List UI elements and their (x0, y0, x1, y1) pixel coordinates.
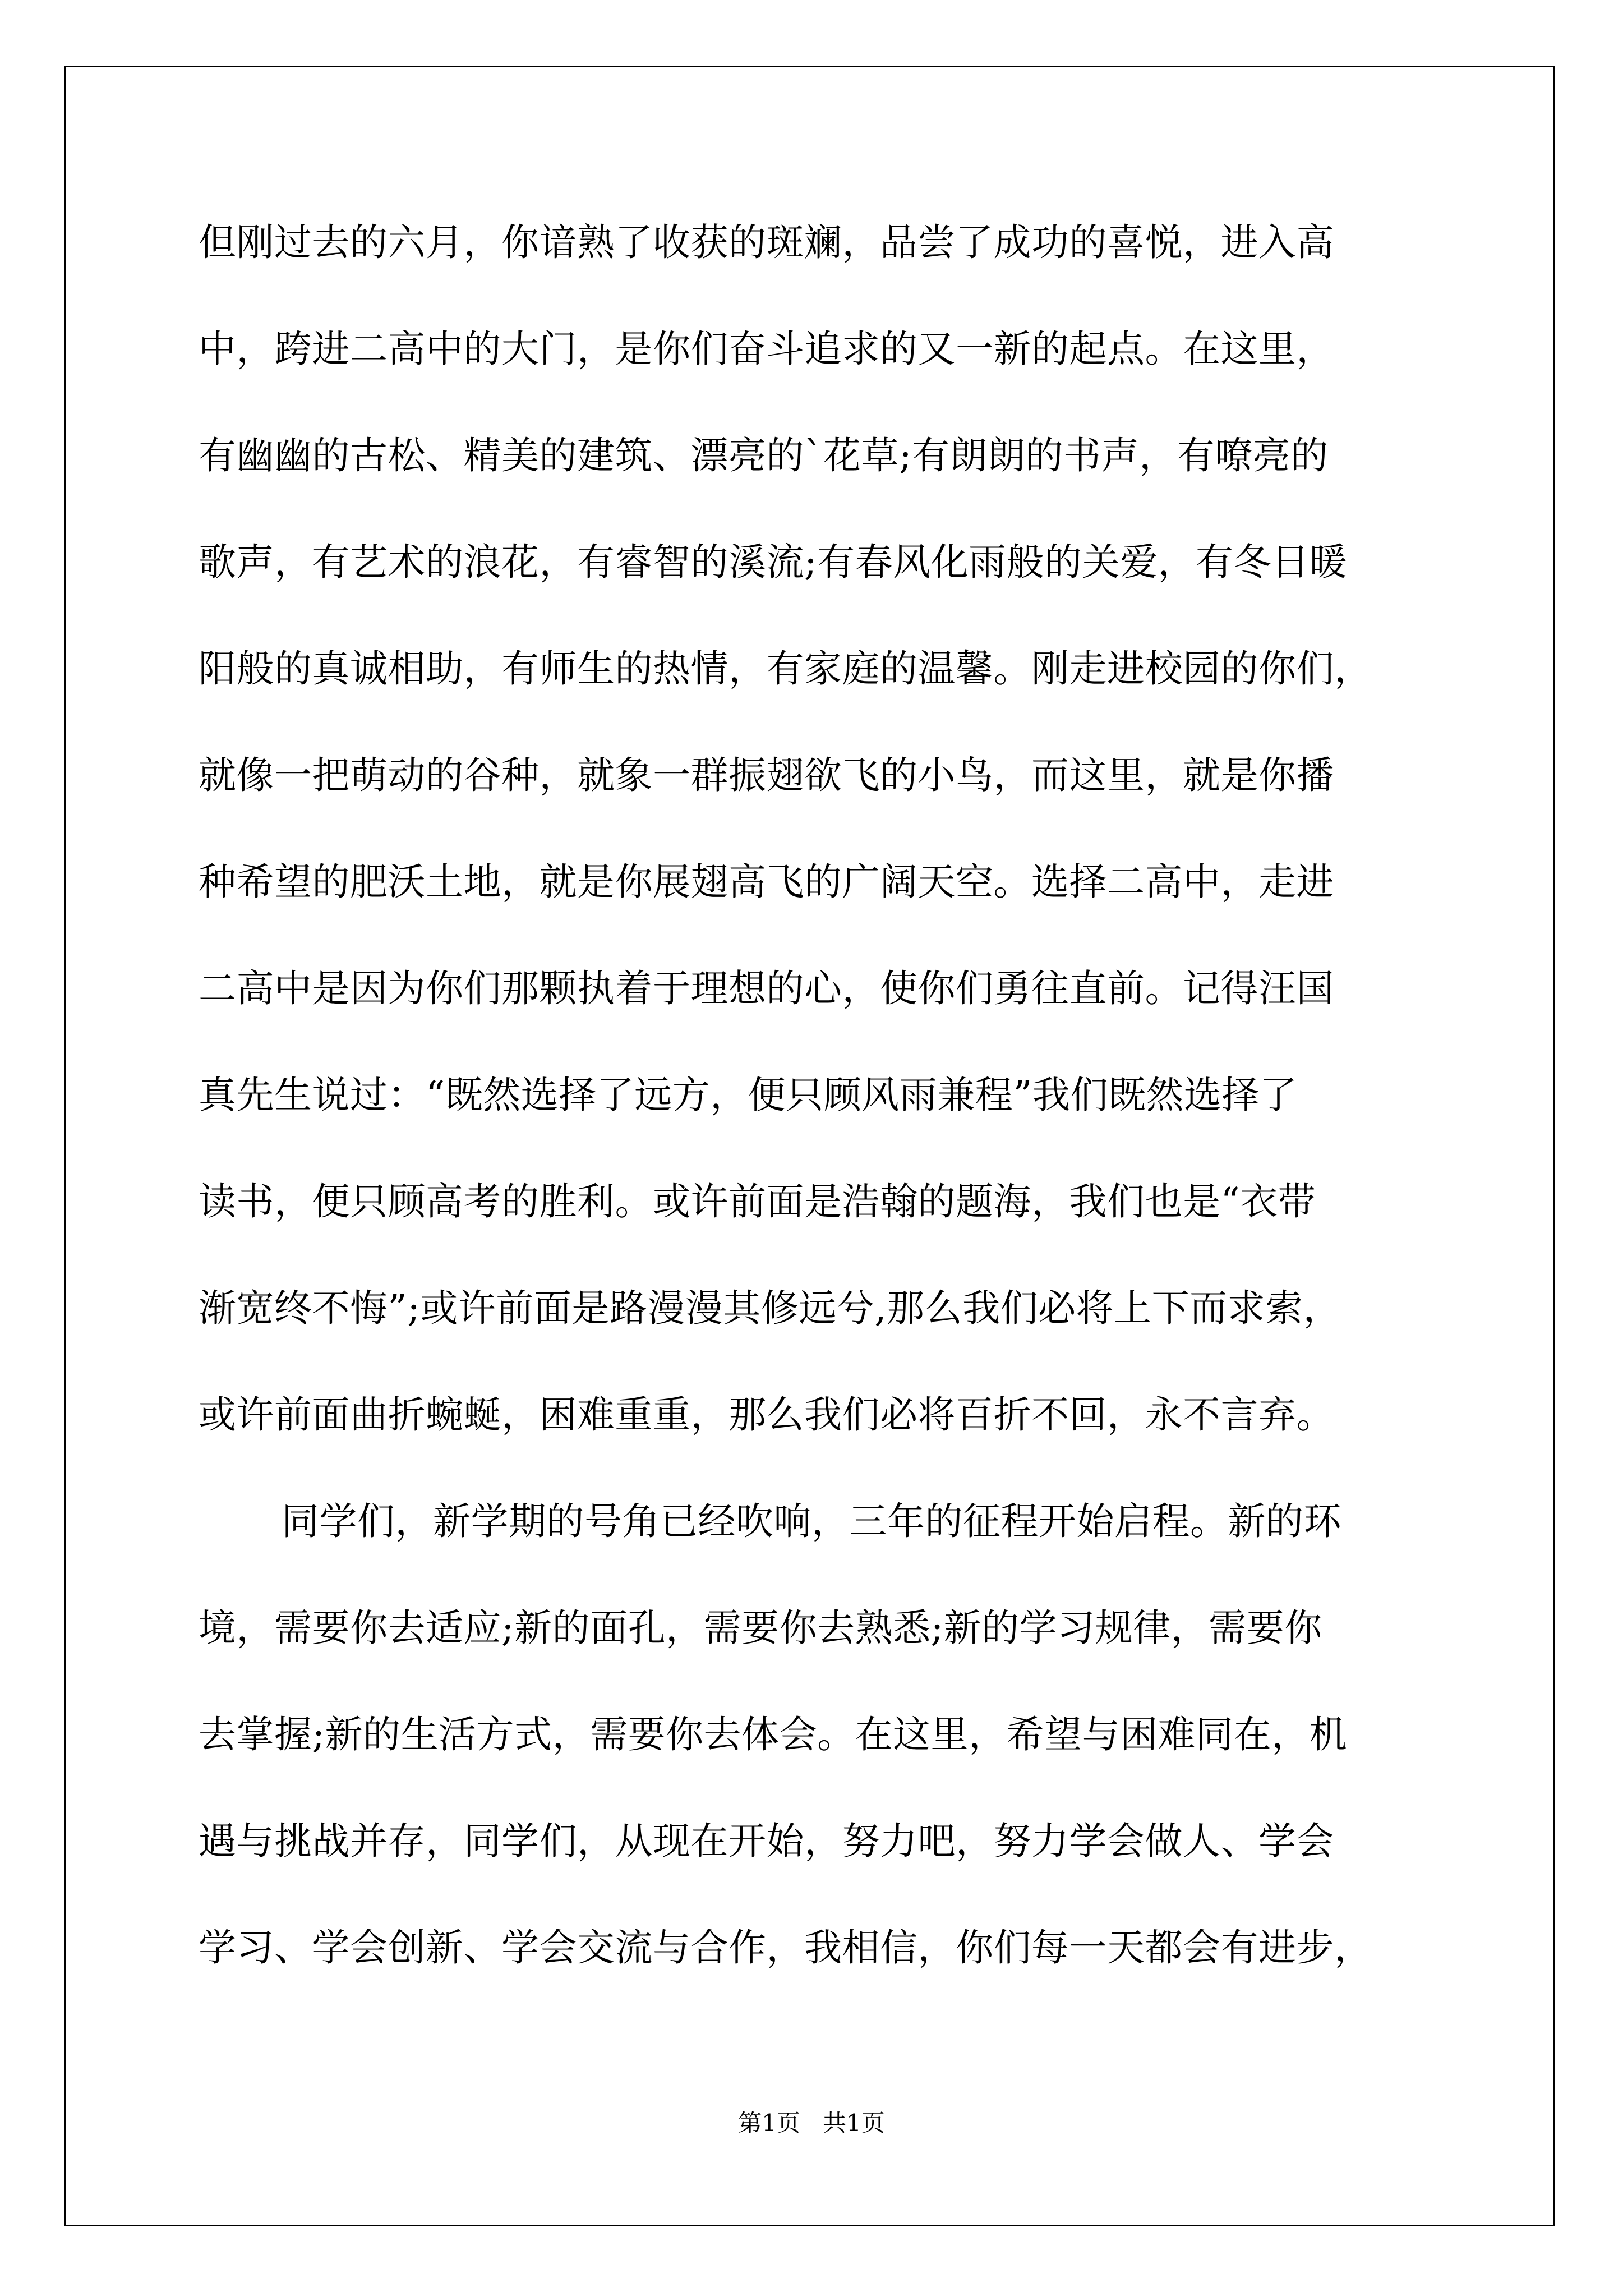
page-footer: 第1页 共1页 (738, 2109, 885, 2137)
paragraph-line: 真先生说过：“既然选择了远方，便只顾风雨兼程”我们既然选择了 (199, 1073, 1298, 1117)
page-border (64, 66, 1555, 2226)
paragraph-line: 阳般的真诚相助，有师生的热情，有家庭的温馨。刚走进校园的你们， (199, 647, 1372, 691)
paragraph-line: 但刚过去的六月，你谙熟了收获的斑斓，品尝了成功的喜悦，进入高 (199, 220, 1334, 264)
paragraph-line: 二高中是因为你们那颗执着于理想的心，使你们勇往直前。记得汪国 (199, 967, 1334, 1010)
paragraph-line: 有幽幽的古松、精美的建筑、漂亮的`花草;有朗朗的书声，有嘹亮的 (199, 434, 1329, 477)
paragraph-line: 读书，便只顾高考的胜利。或许前面是浩翰的题海，我们也是“衣带 (199, 1180, 1316, 1223)
paragraph-line: 中，跨进二高中的大门，是你们奋斗追求的又一新的起点。在这里， (199, 327, 1334, 371)
paragraph-line: 去掌握;新的生活方式，需要你去体会。在这里，希望与困难同在，机 (199, 1713, 1348, 1756)
paragraph-line: 歌声，有艺术的浪花，有睿智的溪流;有春风化雨般的关爱，有冬日暖 (199, 540, 1348, 584)
paragraph-line: 境，需要你去适应;新的面孔，需要你去熟悉;新的学习规律，需要你 (199, 1606, 1322, 1650)
paragraph-line: 渐宽终不悔”;或许前面是路漫漫其修远兮,那么我们必将上下而求索， (199, 1286, 1341, 1330)
paragraph-line: 遇与挑战并存，同学们，从现在开始，努力吧，努力学会做人、学会 (199, 1819, 1334, 1863)
paragraph-line: 同学们，新学期的号角已经吹响，三年的征程开始启程。新的环 (282, 1499, 1341, 1543)
paragraph-line: 种希望的肥沃土地，就是你展翅高飞的广阔天空。选择二高中，走进 (199, 860, 1334, 904)
paragraph-line: 或许前面曲折蜿蜒，困难重重，那么我们必将百折不回，永不言弃。 (199, 1393, 1334, 1437)
paragraph-line: 学习、学会创新、学会交流与合作，我相信，你们每一天都会有进步， (199, 1926, 1372, 1970)
paragraph-line: 就像一把萌动的谷种，就象一群振翅欲飞的小鸟，而这里，就是你播 (199, 753, 1334, 797)
